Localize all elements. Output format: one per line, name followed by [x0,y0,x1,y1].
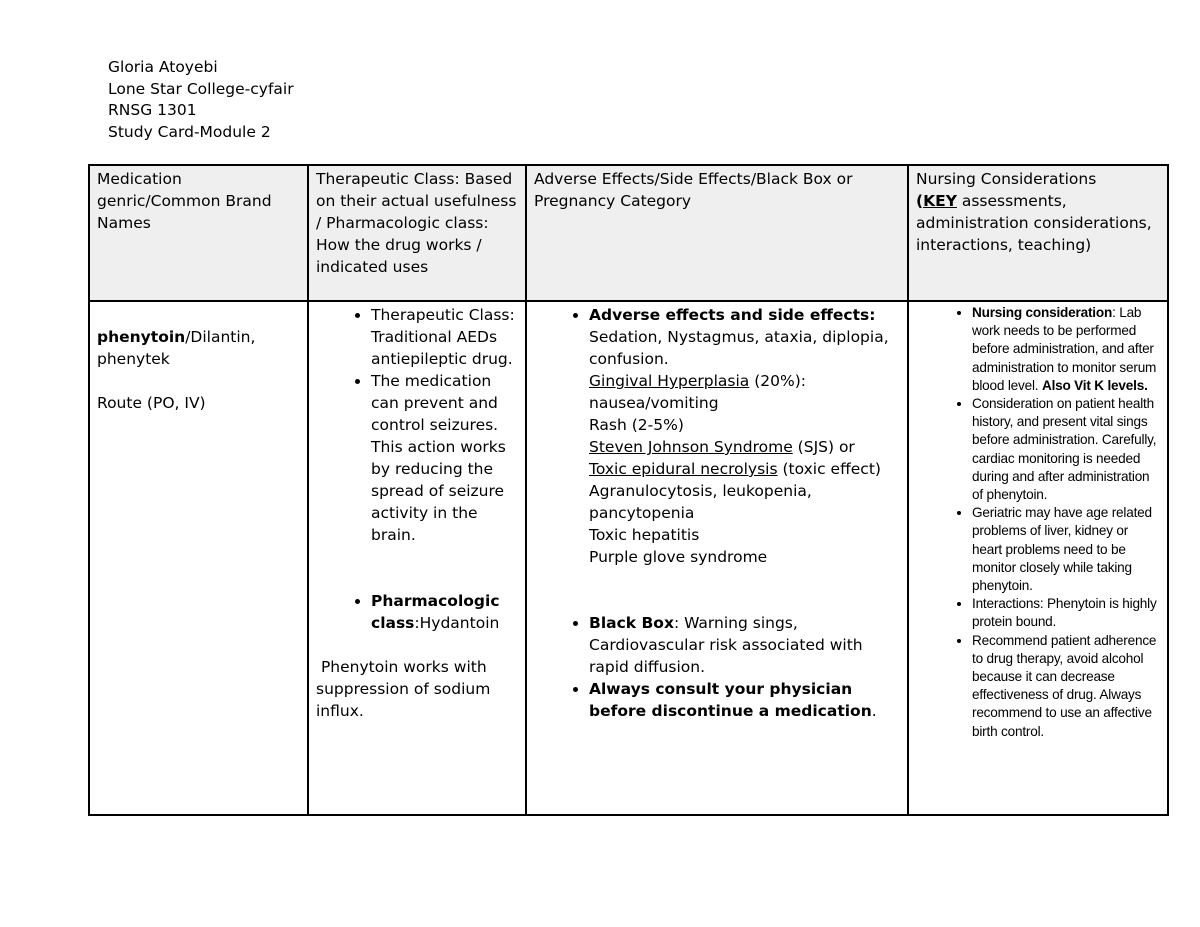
adverse-line [589,370,901,392]
therapeutic-cell [308,301,526,815]
nursing-consideration-label: Nursing consideration [972,305,1113,320]
medication-cell [89,301,308,815]
list-item: • The medication can prevent and control seizures. This action works by reducing the spread of seizure activity in the brain. [371,370,519,546]
nursing-item-text: : Lab work needs to be performed before administration, and after administration to monitor serum blood level. [972,305,1157,393]
nursing-header-title: Nursing Considerations [916,170,1097,188]
nursing-header-key: KEY [923,192,957,210]
list-item: • Recommend patient adherence to drug therapy, avoid alcohol because it can decrease effectiveness of drug. Always recommend to use an affective birth control. [972,632,1161,741]
header-adverse-effects: Adverse Effects/Side Effects/Black Box or Pregnancy Category [526,165,908,301]
list-item: • Therapeutic Class: Traditional AEDs antiepileptic drug. [371,304,519,370]
header-nursing-considerations [908,165,1168,301]
vit-k-note: Also Vit K levels. [1041,377,1148,393]
black-box-label: Black Box [589,614,674,632]
nursing-header-rest: assessments, administration considerations, interactions, teaching) [916,192,1152,254]
generic-name: phenytoin [97,328,186,346]
gingival-term: Gingival Hyperplasia [589,372,750,390]
mechanism-text: Phenytoin works with suppression of sodium influx. [316,658,496,720]
adverse-line: Rash (2-5%) [589,416,684,434]
adverse-line: Agranulocytosis, leukopenia, pancytopenia [589,482,812,522]
list-item: • Interactions: Phenytoin is highly protein bound. [972,595,1161,631]
brand-names: /Dilantin, phenytek [97,328,256,368]
adverse-line [589,436,901,458]
sjs-rest: (SJS) or [792,438,855,456]
pharmacologic-class-label: Pharmacologic class [371,592,500,632]
adverse-line: Purple glove syndrome [589,548,768,566]
document-header [108,57,294,143]
nursing-header-paren: ( [916,192,924,210]
list-item [972,304,1161,395]
list-item: • Geriatric may have age related problems of liver, kidney or heart problems need to be monitor closely while taking phenytoin. [972,504,1161,595]
ten-rest: (toxic effect) [777,460,881,478]
table-header-row [89,165,1168,301]
adverse-line: nausea/vomiting [589,394,719,412]
consult-end: . [871,702,877,720]
pharmacologic-class-value: :Hydantoin [414,614,500,632]
list-item [589,678,901,722]
list-item [589,304,901,568]
list-item [371,590,519,634]
header-therapeutic-class: Therapeutic Class: Based on their actual usefulness / Pharmacologic class: How the drug works / indicated uses [308,165,526,301]
nursing-cell [908,301,1168,815]
consult-warning: Always consult your physician before discontinue a medication [589,680,872,720]
adverse-line [589,458,901,480]
black-box-text: : Warning sings, Cardiovascular risk associated with rapid diffusion. [589,614,863,676]
study-card-table [88,164,1169,816]
adverse-cell [526,301,908,815]
list-item [589,612,901,678]
sjs-term: Steven Johnson Syndrome [589,438,793,456]
school-name: Lone Star College-cyfair [108,79,294,98]
adverse-line: Toxic hepatitis [589,526,700,544]
document-title: Study Card-Module 2 [108,122,271,141]
table-row [89,301,1168,815]
header-medication: Medication genric/Common Brand Names [89,165,308,301]
course-code: RNSG 1301 [108,101,197,119]
adverse-line: Sedation, Nystagmus, ataxia, diplopia, confusion. [589,328,889,368]
adverse-heading: • Adverse effects and side effects: [589,306,876,324]
route: Route (PO, IV) [97,394,206,412]
list-item: • Consideration on patient health history, and present vital sings before administration. Carefully, cardiac monitoring is needed during and after administration of phenytoin. [972,395,1161,504]
student-name: Gloria Atoyebi [108,58,218,76]
gingival-rest: (20%): [749,372,806,390]
ten-term: Toxic epidural necrolysis [589,460,778,478]
